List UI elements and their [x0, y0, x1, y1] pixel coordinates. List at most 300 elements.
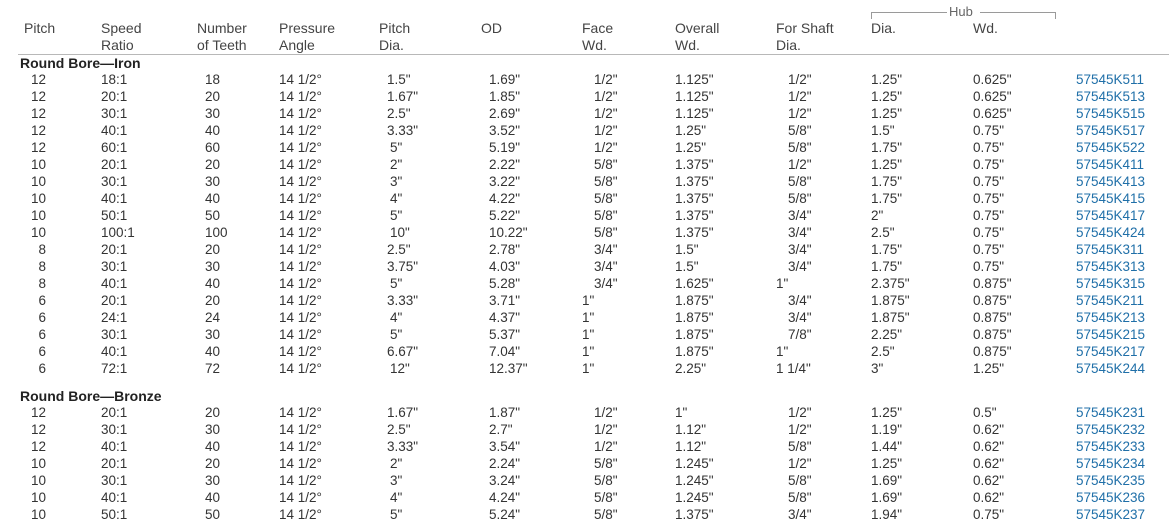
- cell-od: 2.24": [489, 456, 521, 471]
- cell-pdia: 1.67": [387, 89, 419, 104]
- cell-face: 1": [582, 293, 595, 308]
- cell-shaft: 1/2": [788, 157, 812, 172]
- cell-angle: 14 1/2°: [279, 72, 322, 87]
- cell-overall: 2.25": [675, 361, 707, 376]
- table-row: [0, 309, 1169, 326]
- cell-overall: 1.5": [675, 242, 699, 257]
- part-number-link[interactable]: 57545K244: [1076, 361, 1146, 376]
- cell-shaft: 1/2": [788, 89, 812, 104]
- cell-pdia: 3.33": [387, 439, 419, 454]
- cell-angle: 14 1/2°: [279, 106, 322, 121]
- part-number-link[interactable]: 57545K313: [1076, 259, 1146, 274]
- header-hub-wd: [973, 20, 998, 37]
- cell-od: 2.78": [489, 242, 521, 257]
- part-number-link[interactable]: 57545K235: [1076, 473, 1146, 488]
- cell-shaft: 1": [776, 344, 789, 359]
- cell-pdia: 5": [390, 507, 403, 522]
- cell-ratio: 30:1: [101, 327, 128, 342]
- cell-angle: 14 1/2°: [279, 361, 322, 376]
- header-hub-dia-line2: Dia.: [871, 20, 896, 36]
- cell-teeth: 20: [205, 242, 221, 257]
- cell-face: 1/2": [594, 106, 618, 121]
- header-od: [481, 20, 502, 37]
- part-number-link[interactable]: 57545K315: [1076, 276, 1146, 291]
- cell-teeth: 20: [205, 405, 221, 420]
- cell-pdia: 10": [390, 225, 410, 240]
- cell-teeth: 50: [205, 507, 221, 522]
- cell-angle: 14 1/2°: [279, 439, 322, 454]
- header-number-of-teeth: [197, 20, 247, 54]
- cell-teeth: 100: [205, 225, 228, 240]
- cell-teeth: 50: [205, 208, 221, 223]
- part-number-link[interactable]: 57545K511: [1076, 72, 1145, 87]
- cell-pdia: 3": [390, 174, 403, 189]
- cell-teeth: 72: [205, 361, 221, 376]
- cell-pdia: 3.33": [387, 123, 419, 138]
- cell-teeth: 30: [205, 174, 221, 189]
- header-speed-ratio-line1: Speed: [101, 20, 142, 36]
- cell-od: 1.87": [489, 405, 521, 420]
- cell-hubwd: 0.875": [973, 344, 1012, 359]
- cell-ratio: 20:1: [101, 242, 128, 257]
- cell-overall: 1.875": [675, 293, 714, 308]
- cell-teeth: 60: [205, 140, 221, 155]
- header-hub-wd-line2: Wd.: [973, 20, 998, 36]
- cell-pitch: 8: [38, 276, 46, 291]
- cell-pdia: 5": [390, 276, 403, 291]
- header-shaft-line1: For Shaft: [776, 20, 834, 36]
- part-number-link[interactable]: 57545K234: [1076, 456, 1146, 471]
- cell-od: 4.03": [489, 259, 521, 274]
- cell-hubwd: 0.875": [973, 327, 1012, 342]
- cell-overall: 1.12": [675, 439, 707, 454]
- cell-ratio: 100:1: [101, 225, 135, 240]
- cell-hubwd: 0.75": [973, 140, 1005, 155]
- header-pitch-dia-line2: Dia.: [379, 37, 404, 53]
- header-overall-line1: Overall: [675, 20, 720, 36]
- hub-bracket-right-tick: [1055, 12, 1056, 19]
- cell-hubdia: 1.25": [871, 106, 903, 121]
- hub-group-header: [871, 5, 1056, 19]
- cell-face: 5/8": [594, 456, 618, 471]
- cell-shaft: 5/8": [788, 174, 812, 189]
- cell-ratio: 72:1: [101, 361, 128, 376]
- cell-shaft: 1 1/4": [776, 361, 811, 376]
- part-number-link[interactable]: 57545K311: [1076, 242, 1145, 257]
- cell-od: 4.37": [489, 310, 521, 325]
- cell-shaft: 1/2": [788, 456, 812, 471]
- cell-teeth: 30: [205, 106, 221, 121]
- cell-face: 5/8": [594, 507, 618, 522]
- cell-pitch: 12: [30, 106, 46, 121]
- cell-face: 1": [582, 361, 595, 376]
- cell-shaft: 5/8": [788, 439, 812, 454]
- cell-od: 7.04": [489, 344, 521, 359]
- cell-pdia: 2.5": [387, 106, 411, 121]
- cell-pdia: 12": [390, 361, 410, 376]
- cell-hubwd: 0.62": [973, 439, 1005, 454]
- cell-teeth: 24: [205, 310, 221, 325]
- part-number-link[interactable]: 57545K236: [1076, 490, 1146, 505]
- cell-pdia: 5": [390, 327, 403, 342]
- cell-overall: 1.375": [675, 507, 714, 522]
- cell-angle: 14 1/2°: [279, 310, 322, 325]
- cell-pitch: 12: [30, 422, 46, 437]
- cell-hubwd: 0.75": [973, 123, 1005, 138]
- cell-face: 1": [582, 344, 595, 359]
- table-row: [0, 207, 1169, 224]
- cell-teeth: 30: [205, 259, 221, 274]
- cell-hubwd: 0.62": [973, 473, 1005, 488]
- header-angle-line1: Pressure: [279, 20, 336, 36]
- cell-face: 1/2": [594, 123, 618, 138]
- cell-face: 5/8": [594, 191, 618, 206]
- hub-bracket-right-line: [980, 12, 1056, 13]
- header-face-wd: [582, 20, 613, 54]
- cell-pitch: 6: [38, 361, 46, 376]
- cell-pitch: 10: [30, 225, 46, 240]
- cell-od: 3.24": [489, 473, 521, 488]
- cell-hubdia: 1.25": [871, 405, 903, 420]
- cell-shaft: 1/2": [788, 422, 812, 437]
- part-number-link[interactable]: 57545K411: [1076, 157, 1145, 172]
- cell-hubwd: 0.625": [973, 89, 1012, 104]
- cell-angle: 14 1/2°: [279, 276, 322, 291]
- part-number-link[interactable]: 57545K522: [1076, 140, 1146, 155]
- cell-hubdia: 1.5": [871, 123, 895, 138]
- header-overall-wd: [675, 20, 719, 54]
- cell-hubwd: 0.75": [973, 157, 1005, 172]
- part-number-link[interactable]: 57545K413: [1076, 174, 1146, 189]
- part-number-link[interactable]: 57545K424: [1076, 225, 1146, 240]
- header-od-line2: OD: [481, 20, 502, 36]
- cell-hubwd: 0.625": [973, 72, 1012, 87]
- cell-face: 5/8": [594, 174, 618, 189]
- cell-pitch: 12: [30, 140, 46, 155]
- cell-angle: 14 1/2°: [279, 225, 322, 240]
- cell-overall: 1.25": [675, 140, 707, 155]
- table-row: [0, 156, 1169, 173]
- cell-shaft: 3/4": [788, 293, 812, 308]
- cell-ratio: 20:1: [101, 89, 128, 104]
- cell-teeth: 20: [205, 456, 221, 471]
- cell-hubwd: 0.875": [973, 293, 1012, 308]
- cell-ratio: 40:1: [101, 123, 128, 138]
- cell-overall: 1.625": [675, 276, 714, 291]
- cell-shaft: 5/8": [788, 191, 812, 206]
- table-row: [0, 224, 1169, 241]
- cell-hubdia: 1.25": [871, 89, 903, 104]
- cell-pitch: 12: [30, 89, 46, 104]
- cell-overall: 1.125": [675, 106, 714, 121]
- cell-hubdia: 1.75": [871, 174, 903, 189]
- cell-pitch: 6: [38, 327, 46, 342]
- cell-angle: 14 1/2°: [279, 208, 322, 223]
- cell-ratio: 30:1: [101, 106, 128, 121]
- cell-angle: 14 1/2°: [279, 456, 322, 471]
- cell-ratio: 40:1: [101, 191, 128, 206]
- cell-overall: 1.245": [675, 456, 714, 471]
- cell-hubdia: 2.5": [871, 225, 895, 240]
- cell-overall: 1.375": [675, 208, 714, 223]
- cell-face: 5/8": [594, 208, 618, 223]
- cell-pitch: 10: [30, 157, 46, 172]
- cell-overall: 1.245": [675, 490, 714, 505]
- cell-hubwd: 1.25": [973, 361, 1005, 376]
- table-header: [0, 0, 1169, 55]
- cell-angle: 14 1/2°: [279, 191, 322, 206]
- table-row: [0, 472, 1169, 489]
- cell-shaft: 1": [776, 276, 789, 291]
- cell-ratio: 20:1: [101, 293, 128, 308]
- cell-shaft: 7/8": [788, 327, 812, 342]
- table-row: [0, 489, 1169, 506]
- cell-pitch: 10: [30, 174, 46, 189]
- part-number-link[interactable]: 57545K517: [1076, 123, 1146, 138]
- cell-angle: 14 1/2°: [279, 422, 322, 437]
- cell-hubdia: 1.69": [871, 490, 903, 505]
- cell-shaft: 3/4": [788, 310, 812, 325]
- cell-face: 3/4": [594, 259, 618, 274]
- cell-overall: 1.375": [675, 157, 714, 172]
- header-face-line1: Face: [582, 20, 614, 36]
- cell-od: 1.69": [489, 72, 521, 87]
- cell-ratio: 60:1: [101, 140, 128, 155]
- cell-hubdia: 1.44": [871, 439, 903, 454]
- cell-od: 5.22": [489, 208, 521, 223]
- cell-shaft: 1/2": [788, 106, 812, 121]
- hub-bracket-left-line: [871, 12, 947, 13]
- cell-teeth: 20: [205, 157, 221, 172]
- cell-hubdia: 2.5": [871, 344, 895, 359]
- cell-angle: 14 1/2°: [279, 507, 322, 522]
- cell-hubdia: 1.75": [871, 259, 903, 274]
- cell-od: 5.24": [489, 507, 521, 522]
- cell-angle: 14 1/2°: [279, 473, 322, 488]
- cell-angle: 14 1/2°: [279, 123, 322, 138]
- cell-face: 1": [582, 327, 595, 342]
- part-number-link[interactable]: 57545K215: [1076, 327, 1146, 342]
- cell-overall: 1.875": [675, 327, 714, 342]
- header-speed-ratio-line2: Ratio: [101, 37, 134, 53]
- cell-face: 3/4": [594, 242, 618, 257]
- section-title: Round Bore—Iron: [20, 55, 141, 71]
- cell-teeth: 20: [205, 89, 221, 104]
- part-number-link[interactable]: 57545K233: [1076, 439, 1146, 454]
- header-shaft-line2: Dia.: [776, 37, 801, 53]
- part-number-link[interactable]: 57545K231: [1076, 405, 1146, 420]
- cell-face: 3/4": [594, 276, 618, 291]
- cell-face: 5/8": [594, 473, 618, 488]
- cell-od: 3.71": [489, 293, 521, 308]
- cell-teeth: 40: [205, 490, 221, 505]
- cell-od: 1.85": [489, 89, 521, 104]
- cell-hubwd: 0.5": [973, 405, 997, 420]
- hub-group-label: Hub: [949, 4, 973, 19]
- cell-hubwd: 0.75": [973, 174, 1005, 189]
- cell-teeth: 30: [205, 327, 221, 342]
- table-row: [0, 173, 1169, 190]
- table-row: [0, 292, 1169, 309]
- cell-pitch: 8: [38, 242, 46, 257]
- cell-pitch: 10: [30, 490, 46, 505]
- cell-overall: 1.875": [675, 310, 714, 325]
- cell-hubdia: 1.25": [871, 157, 903, 172]
- header-pressure-angle: [279, 20, 335, 54]
- cell-angle: 14 1/2°: [279, 89, 322, 104]
- cell-overall: 1.25": [675, 123, 707, 138]
- cell-overall: 1": [675, 405, 688, 420]
- header-pitch-dia-line1: Pitch: [379, 20, 411, 36]
- cell-ratio: 20:1: [101, 405, 128, 420]
- table-row: [0, 122, 1169, 139]
- cell-face: 1/2": [594, 140, 618, 155]
- cell-face: 1/2": [594, 89, 618, 104]
- part-number-link[interactable]: 57545K417: [1076, 208, 1146, 223]
- cell-od: 5.19": [489, 140, 521, 155]
- cell-pdia: 4": [390, 490, 403, 505]
- header-face-line2: Wd.: [582, 37, 607, 53]
- table-row: [0, 241, 1169, 258]
- cell-hubwd: 0.75": [973, 225, 1005, 240]
- cell-pitch: 8: [38, 259, 46, 274]
- cell-ratio: 50:1: [101, 208, 128, 223]
- cell-shaft: 5/8": [788, 140, 812, 155]
- cell-ratio: 40:1: [101, 490, 128, 505]
- cell-od: 4.24": [489, 490, 521, 505]
- cell-hubdia: 1.75": [871, 140, 903, 155]
- table-row: [0, 105, 1169, 122]
- cell-pdia: 4": [390, 310, 403, 325]
- cell-shaft: 3/4": [788, 259, 812, 274]
- cell-angle: 14 1/2°: [279, 293, 322, 308]
- table-row: [0, 506, 1169, 523]
- cell-teeth: 40: [205, 123, 221, 138]
- cell-face: 5/8": [594, 490, 618, 505]
- cell-hubdia: 1.94": [871, 507, 903, 522]
- cell-hubdia: 1.75": [871, 242, 903, 257]
- cell-hubdia: 1.75": [871, 191, 903, 206]
- cell-pdia: 5": [390, 140, 403, 155]
- table-row: [0, 190, 1169, 207]
- cell-od: 2.7": [489, 422, 513, 437]
- table-row: [0, 343, 1169, 360]
- cell-pitch: 6: [38, 344, 46, 359]
- table-row: [0, 71, 1169, 88]
- cell-hubwd: 0.75": [973, 208, 1005, 223]
- cell-pdia: 2.5": [387, 422, 411, 437]
- cell-teeth: 40: [205, 439, 221, 454]
- table-row: [0, 404, 1169, 421]
- cell-teeth: 40: [205, 191, 221, 206]
- cell-overall: 1.375": [675, 225, 714, 240]
- cell-pdia: 5": [390, 208, 403, 223]
- cell-pdia: 4": [390, 191, 403, 206]
- table-row: [0, 275, 1169, 292]
- table-row: [0, 455, 1169, 472]
- cell-pitch: 10: [30, 208, 46, 223]
- cell-overall: 1.875": [675, 344, 714, 359]
- header-pitch-line2: Pitch: [24, 20, 56, 36]
- cell-face: 5/8": [594, 225, 618, 240]
- cell-teeth: 30: [205, 422, 221, 437]
- cell-face: 1/2": [594, 72, 618, 87]
- section-title: Round Bore—Bronze: [20, 388, 162, 404]
- cell-hubwd: 0.62": [973, 456, 1005, 471]
- cell-ratio: 20:1: [101, 456, 128, 471]
- cell-hubdia: 2": [871, 208, 884, 223]
- cell-od: 3.54": [489, 439, 521, 454]
- cell-hubwd: 0.62": [973, 422, 1005, 437]
- cell-hubdia: 1.875": [871, 293, 910, 308]
- cell-od: 3.22": [489, 174, 521, 189]
- part-number-link[interactable]: 57545K213: [1076, 310, 1146, 325]
- cell-ratio: 40:1: [101, 276, 128, 291]
- hub-bracket-left-tick: [871, 12, 872, 19]
- part-number-link[interactable]: 57545K237: [1076, 507, 1146, 522]
- cell-angle: 14 1/2°: [279, 174, 322, 189]
- cell-pdia: 3": [390, 473, 403, 488]
- cell-ratio: 20:1: [101, 157, 128, 172]
- cell-ratio: 40:1: [101, 344, 128, 359]
- header-pitch-dia: [379, 20, 410, 54]
- cell-od: 5.28": [489, 276, 521, 291]
- cell-ratio: 50:1: [101, 507, 128, 522]
- cell-face: 1/2": [594, 405, 618, 420]
- cell-hubwd: 0.62": [973, 490, 1005, 505]
- cell-overall: 1.5": [675, 259, 699, 274]
- cell-hubwd: 0.75": [973, 191, 1005, 206]
- part-number-link[interactable]: 57545K415: [1076, 191, 1146, 206]
- part-number-link[interactable]: 57545K515: [1076, 106, 1146, 121]
- cell-shaft: 1/2": [788, 405, 812, 420]
- cell-overall: 1.12": [675, 422, 707, 437]
- cell-teeth: 40: [205, 344, 221, 359]
- cell-hubwd: 0.875": [973, 276, 1012, 291]
- cell-hubdia: 2.25": [871, 327, 903, 342]
- cell-angle: 14 1/2°: [279, 242, 322, 257]
- part-number-link[interactable]: 57545K513: [1076, 89, 1146, 104]
- part-number-link[interactable]: 57545K217: [1076, 344, 1146, 359]
- cell-hubwd: 0.75": [973, 259, 1005, 274]
- cell-hubdia: 1.875": [871, 310, 910, 325]
- table-row: [0, 139, 1169, 156]
- cell-pdia: 3.75": [387, 259, 419, 274]
- header-angle-line2: Angle: [279, 37, 315, 53]
- cell-pitch: 12: [30, 72, 46, 87]
- cell-pdia: 2": [390, 456, 403, 471]
- cell-teeth: 18: [205, 72, 221, 87]
- cell-angle: 14 1/2°: [279, 140, 322, 155]
- cell-pdia: 2.5": [387, 242, 411, 257]
- part-number-link[interactable]: 57545K232: [1076, 422, 1146, 437]
- header-teeth-line2: of Teeth: [197, 37, 247, 53]
- table-row: [0, 438, 1169, 455]
- header-hub-dia: [871, 20, 896, 37]
- cell-od: 10.22": [489, 225, 528, 240]
- cell-hubdia: 3": [871, 361, 884, 376]
- cell-ratio: 30:1: [101, 422, 128, 437]
- cell-hubdia: 2.375": [871, 276, 910, 291]
- cell-angle: 14 1/2°: [279, 405, 322, 420]
- cell-overall: 1.375": [675, 174, 714, 189]
- part-number-link[interactable]: 57545K211: [1076, 293, 1145, 308]
- cell-hubwd: 0.875": [973, 310, 1012, 325]
- cell-angle: 14 1/2°: [279, 327, 322, 342]
- cell-pitch: 6: [38, 310, 46, 325]
- cell-shaft: 3/4": [788, 242, 812, 257]
- cell-pdia: 1.5": [387, 72, 411, 87]
